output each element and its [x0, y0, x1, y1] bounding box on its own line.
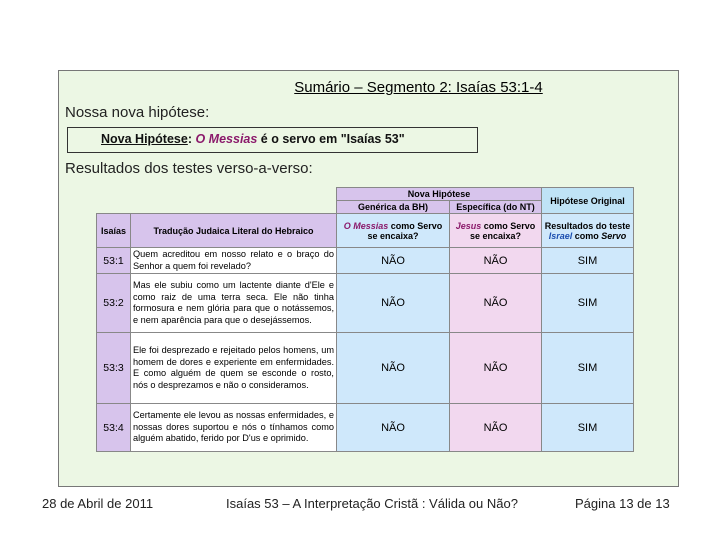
translation-cell: Mas ele subiu como um lactente diante d'Ele e como raiz de uma terra seca. Ele não tinha formosura e nem glória para que o notássemos, e nem aparência para que o desejássemos. — [131, 274, 337, 333]
verse-cell: 53:2 — [97, 274, 131, 333]
slide-title: Sumário – Segmento 2: Isaías 53:1-4 — [294, 79, 543, 96]
col-translation: Tradução Judaica Literal do Hebraico — [131, 214, 337, 248]
footer-date: 28 de Abril de 2011 — [42, 496, 154, 511]
original-result-cell: SIM — [542, 248, 634, 274]
col-generic-question: O Messias como Servo se encaixa? — [337, 214, 450, 248]
translation-cell: Quem acreditou em nosso relato e o braço do Senhor a quem foi revelado? — [131, 248, 337, 274]
col-isaias: Isaías — [97, 214, 131, 248]
verse-cell: 53:3 — [97, 333, 131, 404]
header-original-hypothesis: Hipótese Original — [542, 188, 634, 214]
translation-cell: Ele foi desprezado e rejeitado pelos homens, um homem de dores e experiente em enfermidades. E como alguém de quem se esconde o rosto, nós o desprezamos e não o consideramos. — [131, 333, 337, 404]
specific-result-cell: NÃO — [450, 248, 542, 274]
hypothesis-box — [67, 127, 478, 153]
original-result-cell: SIM — [542, 333, 634, 404]
original-result-cell: SIM — [542, 274, 634, 333]
hypothesis-colon: : — [187, 132, 196, 146]
header-row-3 — [97, 214, 634, 248]
header-generic: Genérica da BH) — [337, 201, 450, 214]
col-original-result: Resultados do teste Israel como Servo — [542, 214, 634, 248]
table-row — [97, 248, 634, 274]
header-new-hypothesis: Nova Hipótese — [337, 188, 542, 201]
specific-result-cell: NÃO — [450, 274, 542, 333]
hypothesis-prefix: Nova Hipótese — [101, 132, 188, 146]
specific-result-cell: NÃO — [450, 404, 542, 452]
col-specific-question: Jesus como Servo se encaixa? — [450, 214, 542, 248]
verse-cell: 53:1 — [97, 248, 131, 274]
blank-cell — [97, 201, 131, 214]
header-specific: Específica (do NT) — [450, 201, 542, 214]
results-table — [96, 187, 634, 452]
generic-result-cell: NÃO — [337, 274, 450, 333]
footer-page-number: Página 13 de 13 — [575, 496, 670, 511]
translation-cell: Certamente ele levou as nossas enfermidades, e nossas dores suportou e nós o tínhamos como alguém abatido, ferido por D'us e oprimido. — [131, 404, 337, 452]
table-row — [97, 333, 634, 404]
blank-cell — [131, 188, 337, 201]
specific-result-cell: NÃO — [450, 333, 542, 404]
verse-cell: 53:4 — [97, 404, 131, 452]
blank-cell — [97, 188, 131, 201]
generic-result-cell: NÃO — [337, 404, 450, 452]
table-row — [97, 404, 634, 452]
generic-result-cell: NÃO — [337, 333, 450, 404]
original-result-cell: SIM — [542, 404, 634, 452]
blank-cell — [131, 201, 337, 214]
hypothesis-messiah: O Messias — [195, 132, 258, 146]
header-row-1 — [97, 188, 634, 201]
hypothesis-label: Nossa nova hipótese: — [65, 104, 210, 121]
footer-center-title: Isaías 53 – A Interpretação Cristã : Válida ou Não? — [226, 496, 518, 511]
hypothesis-rest: é o servo em "Isaías 53" — [257, 132, 405, 146]
table-row — [97, 274, 634, 333]
generic-result-cell: NÃO — [337, 248, 450, 274]
results-label: Resultados dos testes verso-a-verso: — [65, 160, 313, 177]
